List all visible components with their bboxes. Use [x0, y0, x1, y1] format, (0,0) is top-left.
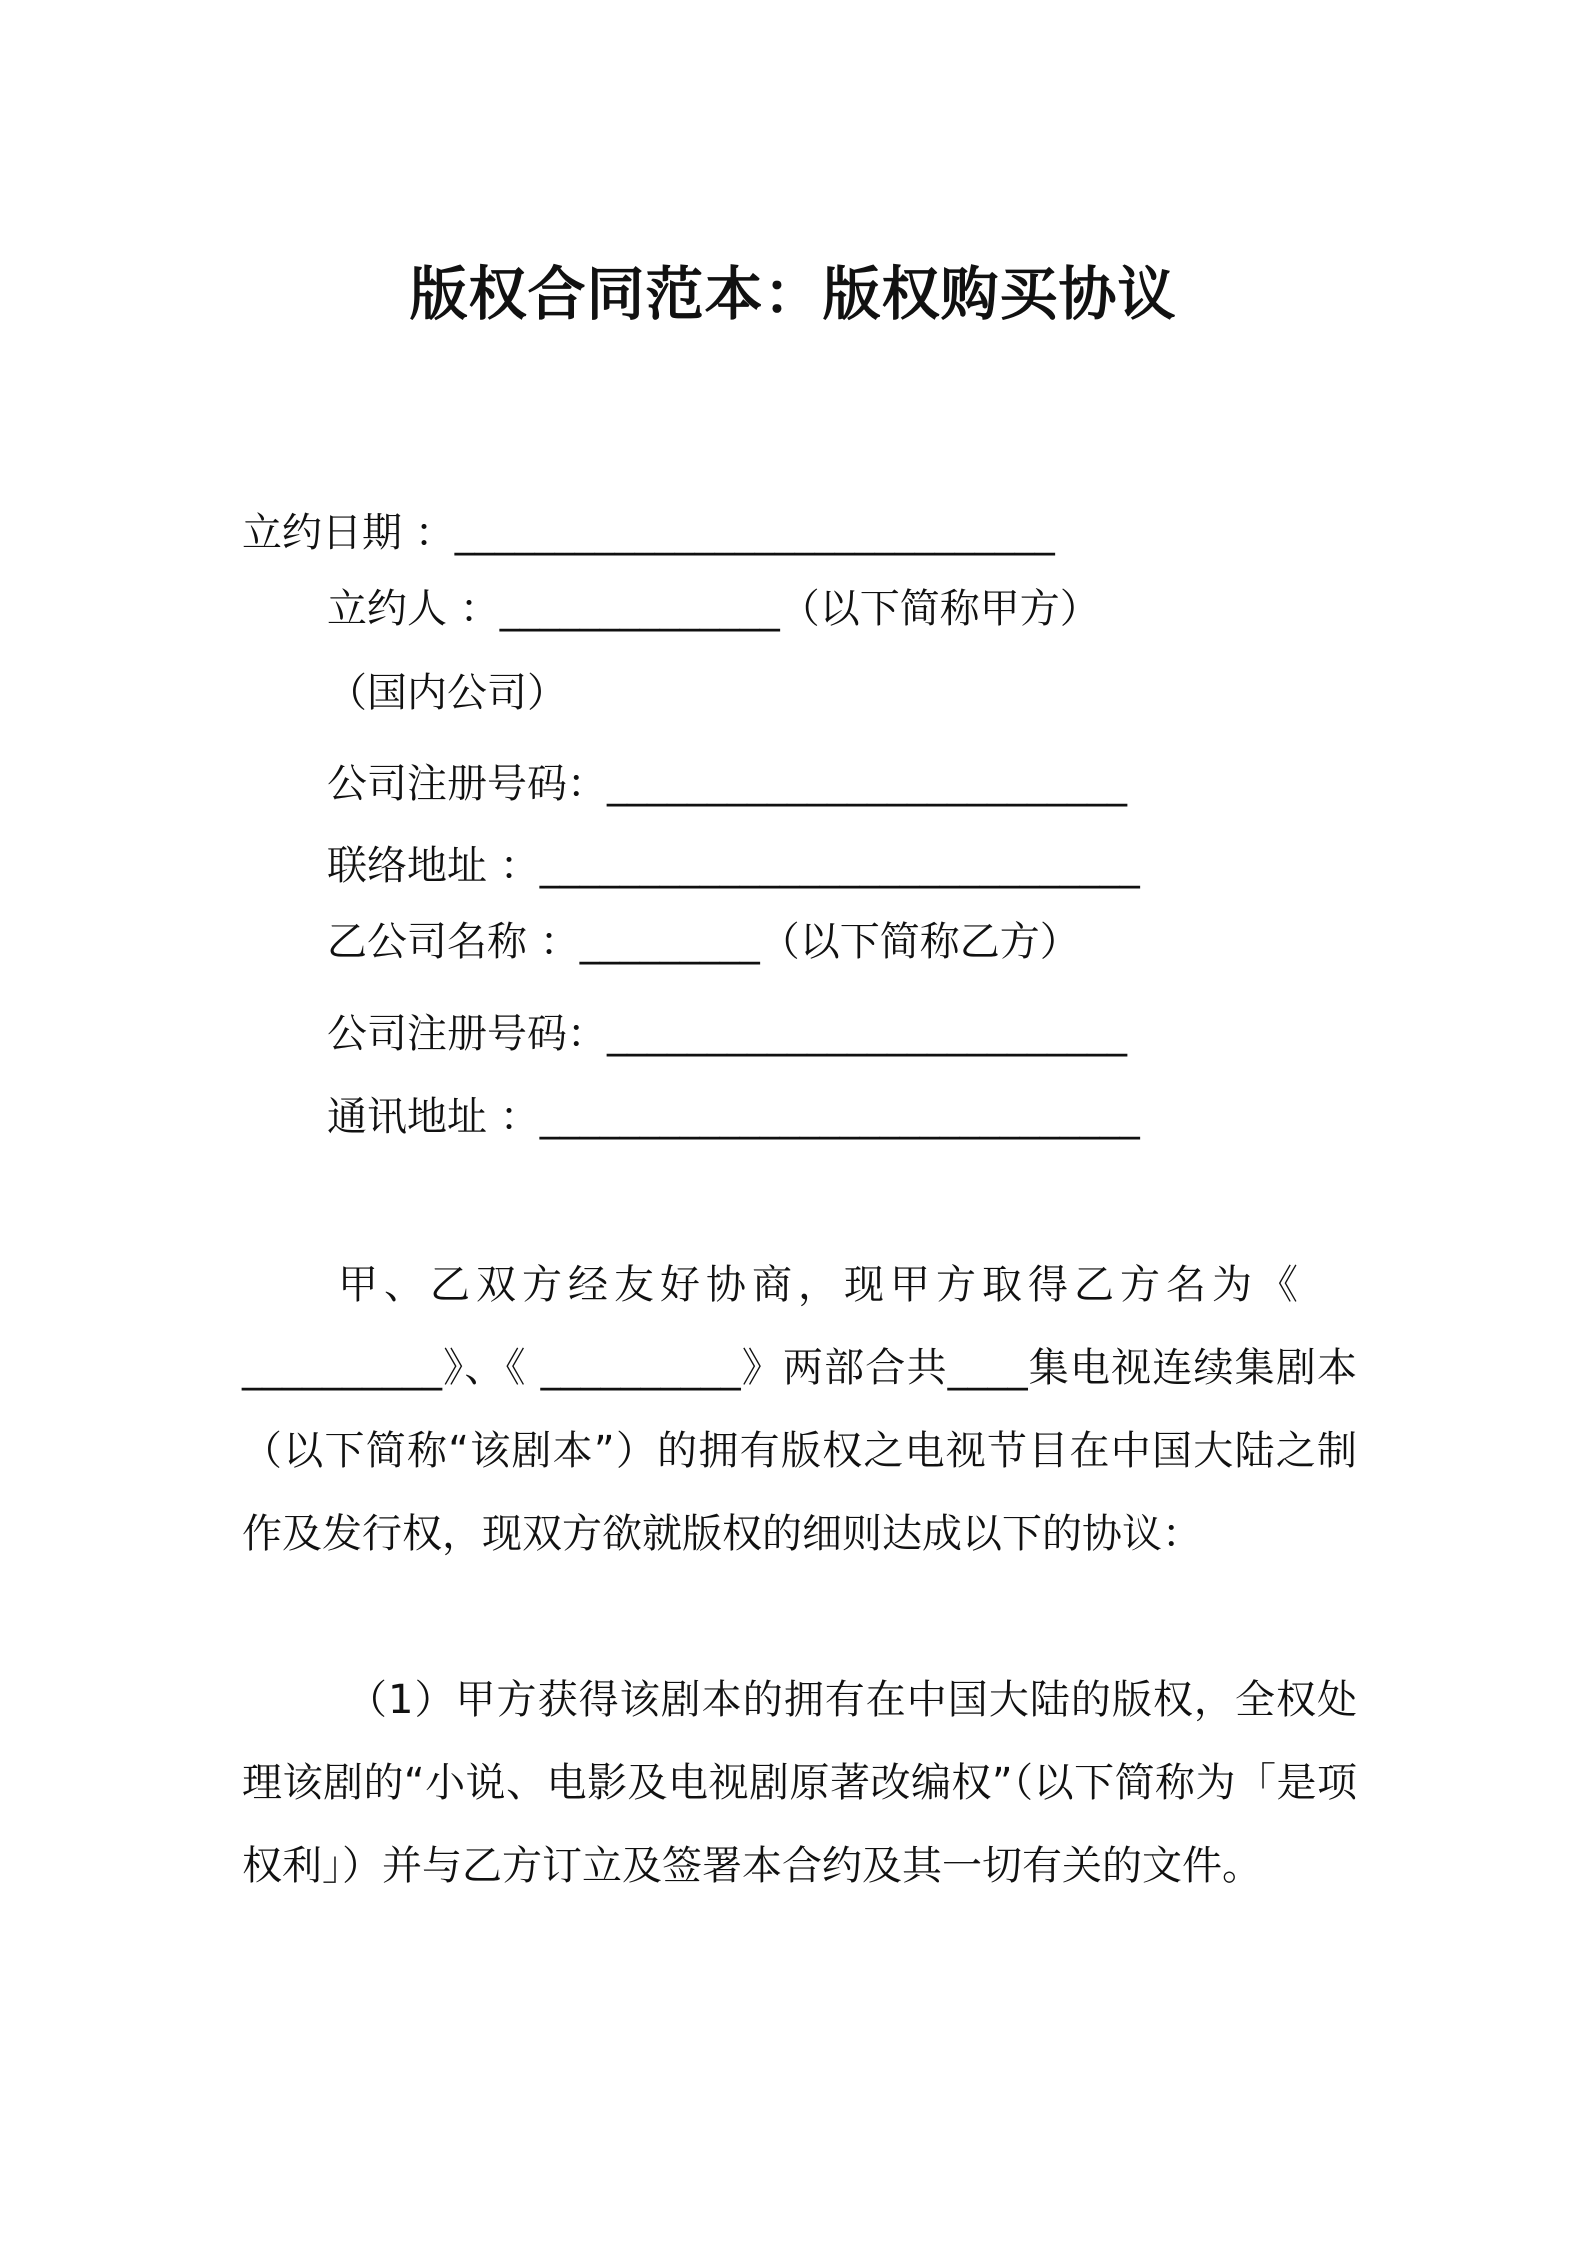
field-party-a-type: （国内公司）: [327, 670, 567, 716]
field-party-a-address: 联络地址 ：______________________________: [327, 843, 1140, 889]
paragraph-intro: [242, 1244, 1357, 1576]
field-party-a: 立约人 ：______________（以下简称甲方）: [327, 586, 1100, 632]
field-party-a-registration: 公司注册号码：__________________________: [327, 761, 1127, 807]
field-party-b-registration: 公司注册号码：__________________________: [327, 1011, 1127, 1057]
paragraph-clause-1: [242, 1659, 1357, 1908]
paragraph-intro-body: __________》、《 __________》两部合共____集电视连续集剧本 （以下简称“该剧本”）的拥有版权之电视节目在中国大陆之制作及发行权，现双方欲就版权的细则达成以下的协议：: [242, 1345, 1357, 1557]
paragraph-intro-first-line: 甲、乙双方经友好协商，现甲方取得乙方名为《: [338, 1262, 1304, 1308]
paragraph-clause-1-text: （1）甲方获得该剧本的拥有在中国大陆的版权，全权处理该剧的“小说、电影及电视剧原著改编权”（以下简称为「是项权利」）并与乙方订立及签署本合约及其一切有关的文件。: [242, 1677, 1357, 1889]
field-party-b-name: 乙公司名称 ：_________（以下简称乙方）: [327, 919, 1080, 965]
document-title: 版权合同范本：版权购买协议: [409, 260, 1177, 328]
field-contract-date: 立约日期 ：______________________________: [242, 510, 1055, 556]
field-party-b-address: 通讯地址 ：______________________________: [327, 1094, 1140, 1140]
